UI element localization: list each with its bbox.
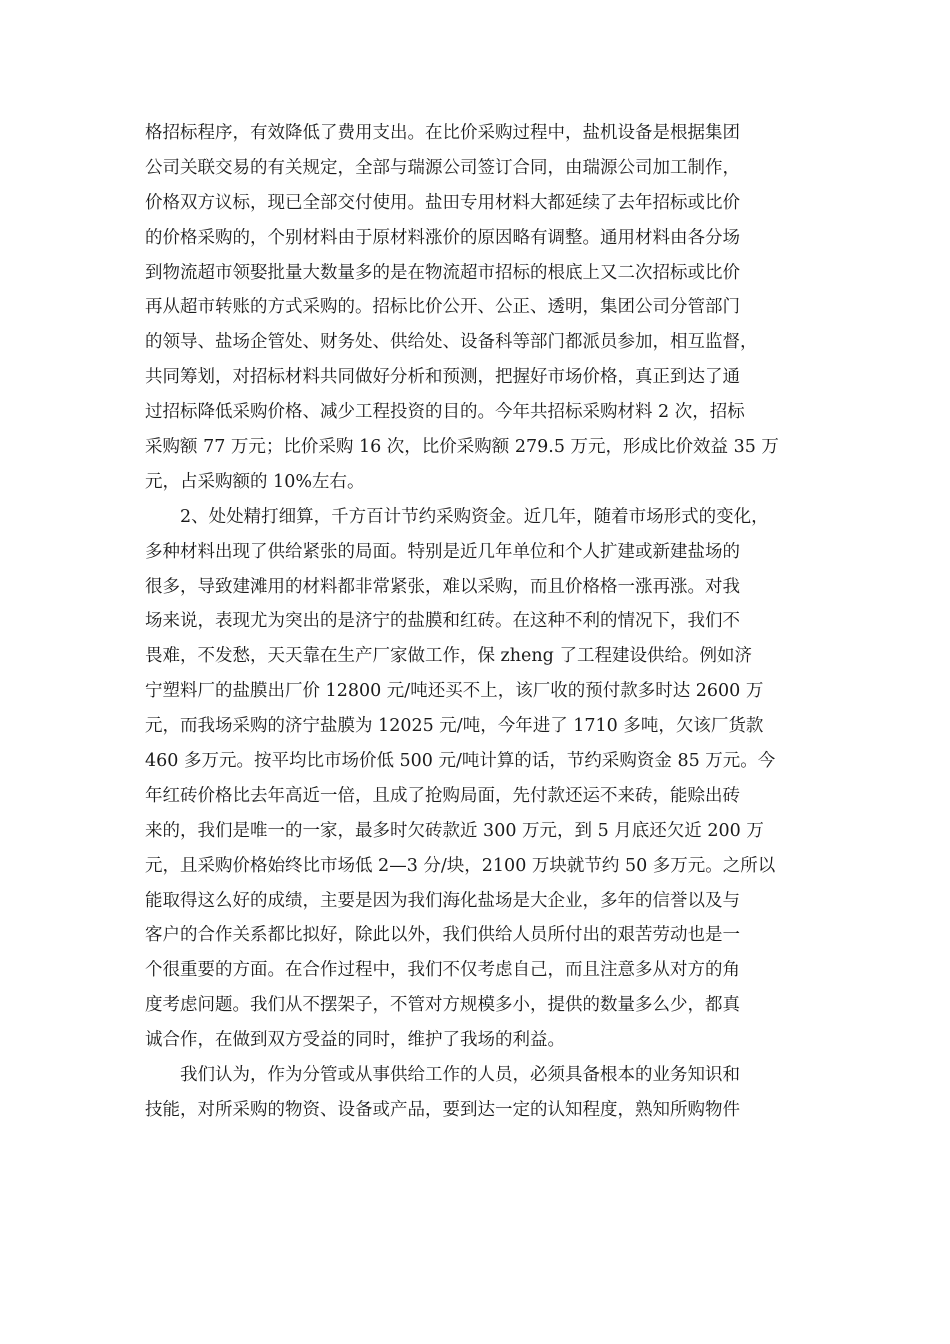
text-line: 多种材料出现了供给紧张的局面。特别是近几年单位和个人扩建或新建盐场的 <box>145 541 740 562</box>
text-line: 460 多万元。按平均比市场价低 500 元/吨计算的话，节约采购资金 85 万元。今 <box>145 751 776 772</box>
text-line: 公司关联交易的有关规定，全部与瑞源公司签订合同，由瑞源公司加工制作， <box>145 157 740 178</box>
text-line: 技能，对所采购的物资、设备或产品，要到达一定的认知程度，熟知所购物件 <box>145 1099 740 1120</box>
text-line: 个很重要的方面。在合作过程中，我们不仅考虑自己，而且注意多从对方的角 <box>145 960 740 981</box>
text-line: 元，且采购价格始终比市场低 2—3 分/块，2100 万块就节约 50 多万元。之所以 <box>145 855 776 876</box>
text-line: 到物流超市领娶批量大数量多的是在物流超市招标的根底上又二次招标或比价 <box>145 262 740 283</box>
text-line: 来的，我们是唯一的一家，最多时欠砖款近 300 万元，到 5 月底还欠近 200 万 <box>145 820 764 841</box>
text-line: 采购额 77 万元；比价采购 16 次，比价采购额 279.5 万元，形成比价效益 35 万 <box>145 437 779 458</box>
text-line: 2、处处精打细算，千方百计节约采购资金。近几年，随着市场形式的变化， <box>180 506 769 527</box>
text-line: 宁塑料厂的盐膜出厂价 12800 元/吨还买不上，该厂收的预付款多时达 2600 万 <box>145 681 764 702</box>
text-line: 年红砖价格比去年高近一倍，且成了抢购局面，先付款还运不来砖，能赊出砖 <box>145 785 740 806</box>
text-line: 再从超市转账的方式采购的。招标比价公开、公正、透明，集团公司分管部门 <box>145 297 740 318</box>
text-line: 诚合作，在做到双方受益的同时，维护了我场的利益。 <box>145 1030 565 1051</box>
text-line: 度考虑问题。我们从不摆架子，不管对方规模多小，提供的数量多么少，都真 <box>145 995 740 1016</box>
text-line: 过招标降低采购价格、减少工程投资的目的。今年共招标采购材料 2 次，招标 <box>145 402 745 423</box>
paragraph <box>145 1058 810 1128</box>
text-line: 客户的合作关系都比拟好，除此以外，我们供给人员所付出的艰苦劳动也是一 <box>145 925 740 946</box>
text-line: 元，占采购额的 10%左右。 <box>145 471 365 492</box>
text-line: 场来说，表现尤为突出的是济宁的盐膜和红砖。在这种不利的情况下，我们不 <box>145 611 740 632</box>
paragraph <box>145 116 810 500</box>
text-line: 很多，导致建滩用的材料都非常紧张，难以采购，而且价格格一涨再涨。对我 <box>145 576 740 597</box>
text-line: 畏难，不发愁，天天靠在生产厂家做工作，保 zheng 了工程建设供给。例如济 <box>145 646 752 667</box>
text-line: 格招标程序，有效降低了费用支出。在比价采购过程中，盐机设备是根据集团 <box>145 123 740 143</box>
text-line: 价格双方议标，现已全部交付使用。盐田专用材料大都延续了去年招标或比价 <box>145 192 740 213</box>
paragraph <box>145 500 810 1058</box>
body-text <box>145 116 810 1128</box>
text-line: 的领导、盐场企管处、财务处、供给处、设备科等部门都派员参加，相互监督， <box>145 332 758 353</box>
text-line: 我们认为，作为分管或从事供给工作的人员，必须具备根本的业务知识和 <box>180 1065 740 1086</box>
text-line: 共同筹划，对招标材料共同做好分析和预测，把握好市场价格，真正到达了通 <box>145 367 740 388</box>
text-line: 的价格采购的，个别材料由于原材料涨价的原因略有调整。通用材料由各分场 <box>145 227 740 248</box>
text-line: 能取得这么好的成绩，主要是因为我们海化盐场是大企业，多年的信誉以及与 <box>145 890 740 911</box>
text-line: 元，而我场采购的济宁盐膜为 12025 元/吨，今年进了 1710 多吨，欠该厂货款 <box>145 716 764 737</box>
